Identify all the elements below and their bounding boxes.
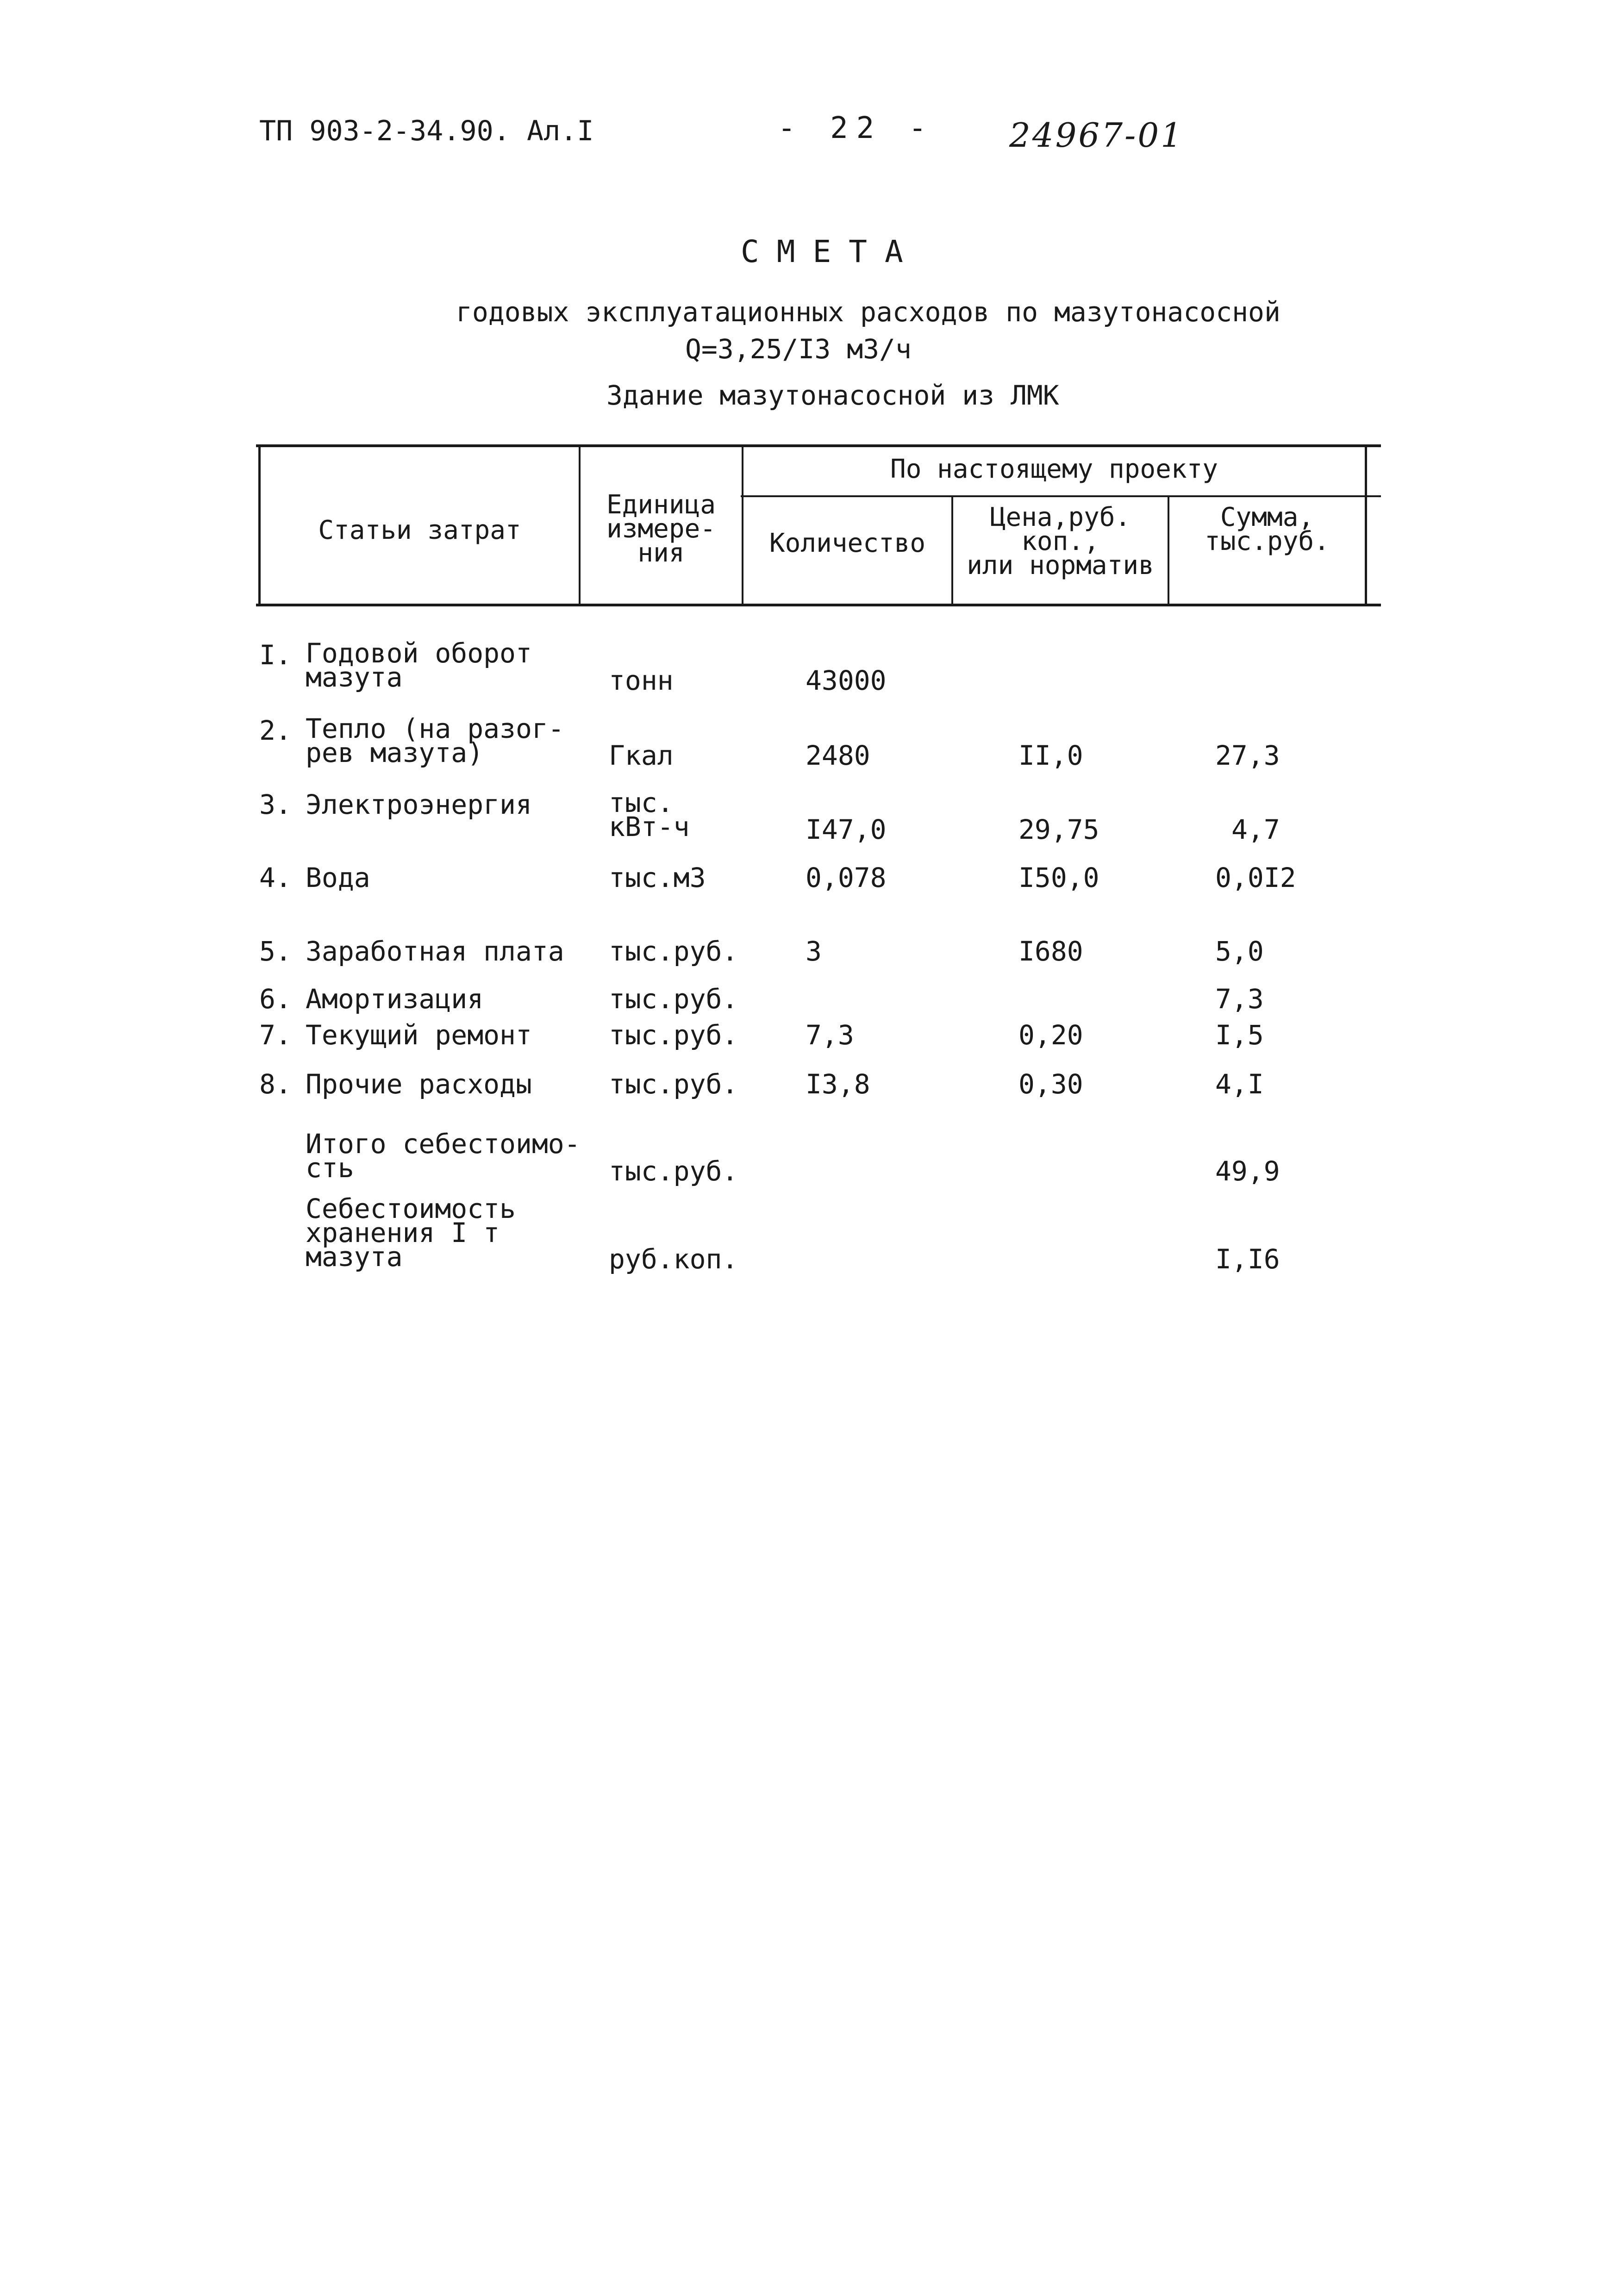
row-unit: тыс.руб. [609,1019,738,1051]
row-unit: Гкал [609,740,674,771]
document-code: ТП 903-2-34.90. Ал.I [259,115,594,147]
table-group-divider [741,495,1381,497]
row-price: 0,30 [1018,1068,1083,1100]
row-quantity: 0,078 [806,862,887,893]
row-cost-item: Вода [306,862,370,893]
row-quantity: I3,8 [806,1068,870,1100]
row-number: 7. [259,1019,292,1051]
row-quantity: 2480 [806,740,870,771]
table-header-bottom-border [256,604,1381,606]
row-price: II,0 [1018,740,1083,771]
table-right-border [1365,444,1367,606]
row-cost-item: Тепло (на разог- рев мазута) [306,713,564,768]
row-cost-item: Заработная плата [306,936,564,967]
flow-rate-formula: Q=3,25/I3 м3/ч [685,333,912,365]
row-number: 5. [259,936,292,967]
row-quantity: 7,3 [806,1019,854,1051]
row-cost-item: Амортизация [306,983,484,1015]
row-unit: тыс. кВт-ч [609,787,690,842]
row-sum: 5,0 [1215,936,1264,967]
row-sum: I,5 [1215,1019,1264,1051]
row-number: 8. [259,1068,292,1100]
header-unit: Единица измере- ния [606,490,716,568]
row-unit: руб.коп. [609,1243,738,1275]
row-price: I680 [1018,936,1083,967]
row-sum: 4,I [1215,1068,1264,1100]
row-sum: 0,0I2 [1215,862,1296,893]
row-cost-item: Итого себестоимо- сть [306,1128,581,1184]
row-quantity: I47,0 [806,814,887,845]
row-unit: тыс.руб. [609,936,738,967]
table-top-border [256,444,1381,447]
row-cost-item: Электроэнергия [306,789,532,820]
row-sum: 7,3 [1215,983,1264,1015]
row-sum: 49,9 [1215,1155,1280,1187]
inventory-number: 24967-01 [1009,116,1184,155]
header-cost-items: Статьи затрат [318,515,521,545]
row-sum: 4,7 [1231,814,1280,845]
document-subtitle: годовых эксплуатационных расходов по мазутонасосной [456,296,1280,328]
header-price: Цена,руб. коп., или норматив [967,502,1154,580]
row-unit: тыс.руб. [609,1155,738,1187]
row-unit: тыс.руб. [609,983,738,1015]
row-number: 6. [259,983,292,1015]
header-project-group: По настоящему проекту [890,454,1218,484]
row-cost-item: Текущий ремонт [306,1019,532,1051]
page-number: - 22 - [778,111,935,145]
header-quantity: Количество [769,528,926,558]
document-title: СМЕТА [741,234,921,269]
row-number: 3. [259,789,292,820]
row-quantity: 43000 [806,665,887,696]
row-cost-item: Себестоимость хранения I т мазута [306,1193,516,1273]
row-number: 2. [259,715,292,746]
row-unit: тыс.м3 [609,862,706,893]
row-cost-item: Прочие расходы [306,1068,532,1100]
row-price: I50,0 [1018,862,1099,893]
row-cost-item: Годовой оборот мазута [306,637,532,693]
row-number: 4. [259,862,292,893]
row-quantity: 3 [806,936,822,967]
header-sum: Сумма, тыс.руб. [1205,502,1330,556]
row-sum: 27,3 [1215,740,1280,771]
row-unit: тонн [609,665,674,696]
row-sum: I,I6 [1215,1243,1280,1275]
building-caption: Здание мазутонасосной из ЛМК [606,380,1059,411]
row-number: I. [259,639,292,671]
row-unit: тыс.руб. [609,1068,738,1100]
row-price: 0,20 [1018,1019,1083,1051]
row-price: 29,75 [1018,814,1099,845]
